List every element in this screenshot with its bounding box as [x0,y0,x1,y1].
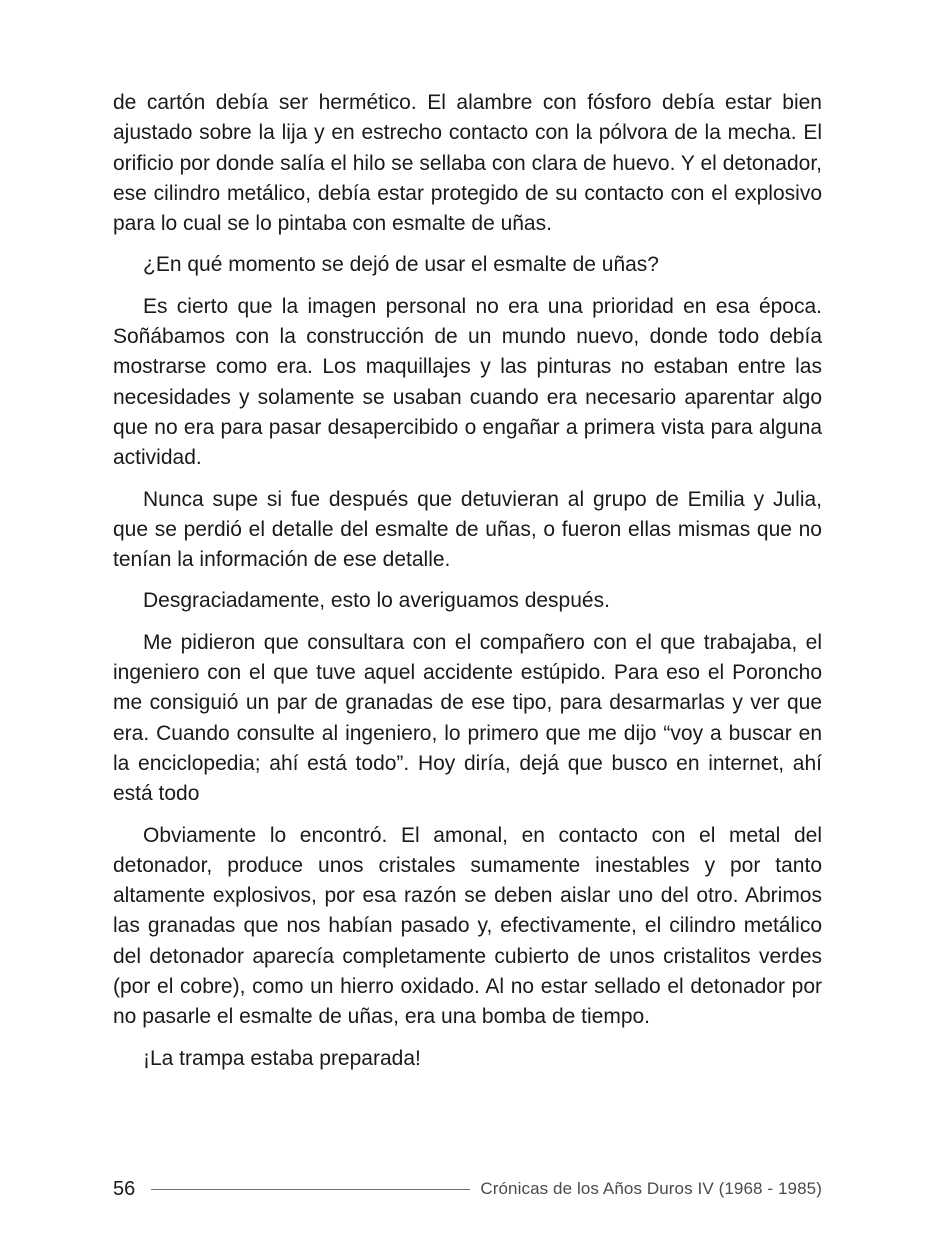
paragraph: Nunca supe si fue después que detuvieran al grupo de Emilia y Julia, que se perdió el detalle del esmalte de uñas, o fueron ellas mismas que no tenían la información de ese detalle. [113,487,822,572]
page-footer [113,1174,822,1204]
paragraph: Obviamente lo encontró. El amonal, en contacto con el metal del detonador, produce unos cristales sumamente inestables y por tanto altamente explosivos, por esa razón se deben aislar uno del otro. Abrimos las granadas que nos habían pasado y, efectivamente, el cilindro metálico del detonador aparecía completamente cubierto de unos cristalitos verdes (por el cobre), como un hierro oxidado. Al no estar sellado el detonador por no pasarle el esmalte de uñas, era una bomba de tiempo. [113,823,822,1029]
paragraph: Me pidieron que consultara con el compañero con el que trabajaba, el ingeniero con el que tuve aquel accidente estúpido. Para eso el Poroncho me consiguió un par de granadas de ese tipo, para desarmarlas y ver que era. Cuando consulte al ingeniero, lo primero que me dijo “voy a buscar en la enciclopedia; ahí está todo”. Hoy diría, dejá que busco en internet, ahí está todo [113,630,822,806]
page-number: 56 [113,1177,136,1200]
running-book-title: Crónicas de los Años Duros IV (1968 - 1985) [480,1179,822,1198]
page-body [113,88,822,1085]
footer-divider [151,1189,470,1190]
paragraph: ¿En qué momento se dejó de usar el esmalte de uñas? [143,253,659,277]
paragraph: de cartón debía ser hermético. El alambre con fósforo debía estar bien ajustado sobre la lija y en estrecho contacto con la pólvora de la mecha. El orificio por donde salía el hilo se sellaba con clara de huevo. Y el detonador, ese cilindro metálico, debía estar protegido de su contacto con el explosivo para lo cual se lo pintaba con esmalte de uñas. [113,91,822,236]
paragraph: Es cierto que la imagen personal no era una prioridad en esa época. Soñábamos con la construcción de un mundo nuevo, donde todo debía mostrarse como era. Los maquillajes y las pinturas no estaban entre las necesidades y solamente se usaban cuando era necesario aparentar algo que no era para pasar desapercibido o engañar a primera vista para alguna actividad. [113,294,822,470]
paragraph: ¡La trampa estaba preparada! [143,1046,421,1070]
paragraph: Desgraciadamente, esto lo averiguamos después. [143,589,610,613]
